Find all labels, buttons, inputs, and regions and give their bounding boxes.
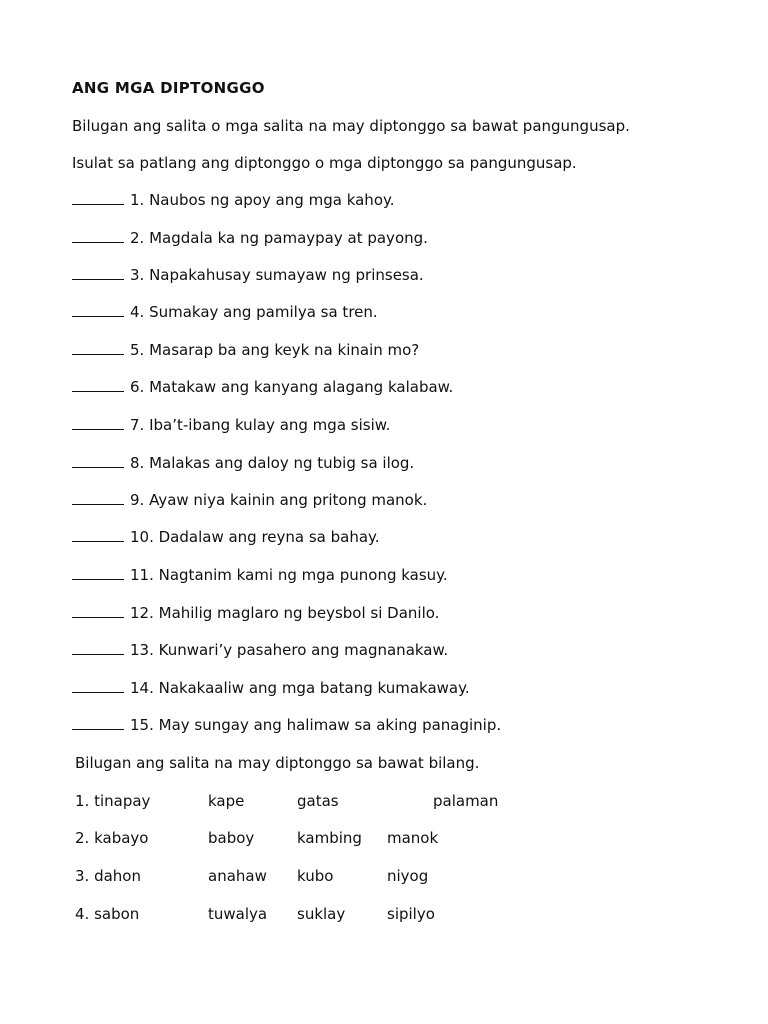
item-row bbox=[72, 302, 378, 322]
answer-blank[interactable] bbox=[72, 228, 124, 243]
word-choice[interactable]: 4. sabon bbox=[75, 905, 140, 923]
answer-blank[interactable] bbox=[72, 527, 124, 542]
item-text: 6. Matakaw ang kanyang alagang kalabaw. bbox=[130, 378, 454, 396]
word-choice[interactable]: kambing bbox=[297, 829, 362, 847]
page-title: ANG MGA DIPTONGGO bbox=[72, 79, 265, 97]
word-choice[interactable]: 2. kabayo bbox=[75, 829, 149, 847]
item-row bbox=[72, 715, 501, 735]
item-row bbox=[72, 453, 414, 473]
word-choice[interactable]: 3. dahon bbox=[75, 867, 141, 885]
answer-blank[interactable] bbox=[72, 678, 124, 693]
answer-blank[interactable] bbox=[72, 377, 124, 392]
word-choice[interactable]: 1. tinapay bbox=[75, 792, 151, 810]
item-text: 5. Masarap ba ang keyk na kinain mo? bbox=[130, 341, 420, 359]
item-text: 10. Dadalaw ang reyna sa bahay. bbox=[130, 528, 380, 546]
item-text: 8. Malakas ang daloy ng tubig sa ilog. bbox=[130, 454, 415, 472]
answer-blank[interactable] bbox=[72, 340, 124, 355]
answer-blank[interactable] bbox=[72, 265, 124, 280]
answer-blank[interactable] bbox=[72, 603, 124, 618]
item-text: 11. Nagtanim kami ng mga punong kasuy. bbox=[130, 566, 448, 584]
word-choice[interactable]: gatas bbox=[297, 792, 339, 810]
item-row bbox=[72, 640, 448, 660]
word-choice[interactable]: anahaw bbox=[208, 867, 267, 885]
item-row bbox=[72, 190, 395, 210]
answer-blank[interactable] bbox=[72, 302, 124, 317]
word-choice[interactable]: suklay bbox=[297, 905, 346, 923]
word-choice[interactable]: tuwalya bbox=[208, 905, 268, 923]
item-row bbox=[72, 340, 419, 360]
item-text: 7. Iba’t-ibang kulay ang mga sisiw. bbox=[130, 416, 391, 434]
answer-blank[interactable] bbox=[72, 715, 124, 730]
answer-blank[interactable] bbox=[72, 640, 124, 655]
item-row bbox=[72, 377, 453, 397]
item-row bbox=[72, 265, 424, 285]
answer-blank[interactable] bbox=[72, 453, 124, 468]
item-row bbox=[72, 490, 427, 510]
word-choice[interactable]: niyog bbox=[387, 867, 429, 885]
word-choice[interactable]: kape bbox=[208, 792, 245, 810]
answer-blank[interactable] bbox=[72, 490, 124, 505]
word-choice[interactable]: palaman bbox=[433, 792, 499, 810]
word-choice[interactable]: kubo bbox=[297, 867, 334, 885]
answer-blank[interactable] bbox=[72, 190, 124, 205]
item-text: 9. Ayaw niya kainin ang pritong manok. bbox=[130, 491, 428, 509]
item-text: 12. Mahilig maglaro ng beysbol si Danilo. bbox=[130, 604, 440, 622]
item-text: 14. Nakakaaliw ang mga batang kumakaway. bbox=[130, 679, 470, 697]
item-row bbox=[72, 415, 390, 435]
word-choice[interactable]: manok bbox=[387, 829, 439, 847]
item-row bbox=[72, 678, 470, 698]
item-row bbox=[72, 565, 448, 585]
item-text: 1. Naubos ng apoy ang mga kahoy. bbox=[130, 191, 395, 209]
word-choice[interactable]: sipilyo bbox=[387, 905, 435, 923]
item-text: 13. Kunwari’y pasahero ang magnanakaw. bbox=[130, 641, 449, 659]
item-text: 4. Sumakay ang pamilya sa tren. bbox=[130, 303, 378, 321]
answer-blank[interactable] bbox=[72, 415, 124, 430]
instruction-2: Isulat sa patlang ang diptonggo o mga diptonggo sa pangungusap. bbox=[72, 154, 577, 172]
section2-instruction: Bilugan ang salita na may diptonggo sa bawat bilang. bbox=[75, 754, 480, 772]
item-text: 3. Napakahusay sumayaw ng prinsesa. bbox=[130, 266, 424, 284]
answer-blank[interactable] bbox=[72, 565, 124, 580]
item-text: 15. May sungay ang halimaw sa aking panaginip. bbox=[130, 716, 502, 734]
item-text: 2. Magdala ka ng pamaypay at payong. bbox=[130, 229, 428, 247]
item-row bbox=[72, 527, 380, 547]
item-row bbox=[72, 228, 428, 248]
word-choice[interactable]: baboy bbox=[208, 829, 255, 847]
instruction-1: Bilugan ang salita o mga salita na may diptonggo sa bawat pangungusap. bbox=[72, 117, 630, 135]
item-row bbox=[72, 603, 439, 623]
